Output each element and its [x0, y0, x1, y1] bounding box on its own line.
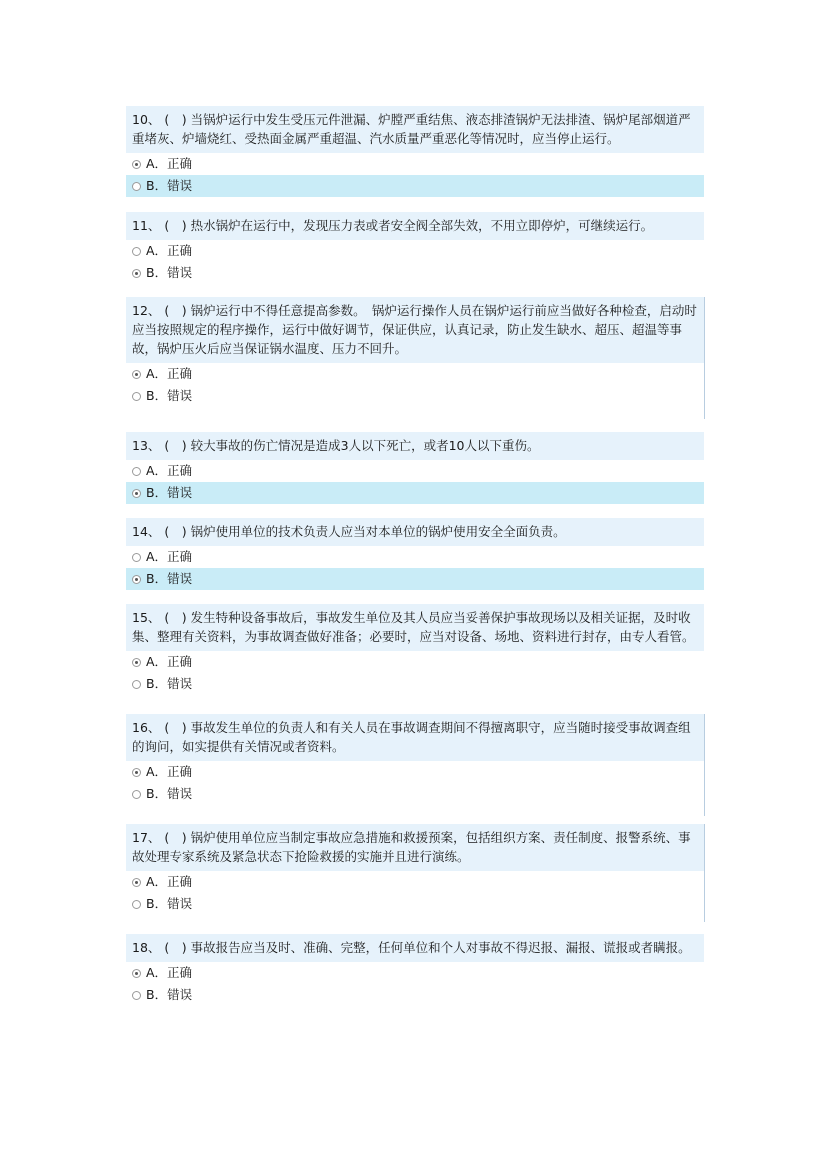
option-a-label: A．正确 [146, 243, 193, 258]
question-stem [126, 714, 704, 761]
option-b-label: B．错误 [146, 388, 193, 403]
radio-selected-icon[interactable] [132, 575, 141, 584]
question-number: 16、 [132, 720, 161, 735]
answer-paren: ( ) [164, 524, 187, 539]
option-b[interactable] [126, 262, 704, 284]
question-text: 事故报告应当及时、准确、完整，任何单位和个人对事故不得迟报、漏报、谎报或者瞒报。 [190, 940, 691, 955]
question-text: 当锅炉运行中发生受压元件泄漏、炉膛严重结焦、液态排渣锅炉无法排渣、锅炉尾部烟道严重堵灰、炉墙烧红、受热面金属严重超温、汽水质量严重恶化等情况时，应当停止运行。 [132, 112, 691, 146]
question-number: 14、 [132, 524, 161, 539]
question-stem [126, 934, 704, 962]
option-a[interactable] [126, 546, 704, 568]
question-text: 较大事故的伤亡情况是造成3人以下死亡，或者10人以下重伤。 [190, 438, 540, 453]
question-stem [126, 106, 704, 153]
radio-selected-icon[interactable] [132, 969, 141, 978]
question-stem [126, 824, 704, 871]
option-b-label: B．错误 [146, 676, 193, 691]
question-number: 10、 [132, 112, 161, 127]
option-a[interactable] [126, 871, 704, 893]
option-a[interactable] [126, 363, 704, 385]
option-a-label: A．正确 [146, 764, 193, 779]
radio-icon[interactable] [132, 553, 141, 562]
radio-icon[interactable] [132, 182, 141, 191]
option-a[interactable] [126, 240, 704, 262]
question-14 [126, 518, 704, 590]
option-b[interactable] [126, 893, 704, 915]
radio-icon[interactable] [132, 247, 141, 256]
option-a[interactable] [126, 651, 704, 673]
option-a-label: A．正确 [146, 463, 193, 478]
question-text: 锅炉使用单位应当制定事故应急措施和救援预案，包括组织方案、责任制度、报警系统、事故处理专家系统及紧急状态下抢险救援的实施并且进行演练。 [132, 830, 691, 864]
question-number: 12、 [132, 303, 161, 318]
answer-paren: ( ) [164, 720, 187, 735]
question-text: 热水锅炉在运行中，发现压力表或者安全阀全部失效，不用立即停炉，可继续运行。 [190, 218, 654, 233]
option-b[interactable] [126, 783, 704, 805]
option-a-label: A．正确 [146, 366, 193, 381]
option-a-label: A．正确 [146, 156, 193, 171]
option-b-label: B．错误 [146, 987, 193, 1002]
option-b[interactable] [126, 673, 704, 695]
option-a-label: A．正确 [146, 549, 193, 564]
radio-icon[interactable] [132, 790, 141, 799]
radio-icon[interactable] [132, 680, 141, 689]
answer-paren: ( ) [164, 940, 187, 955]
option-b[interactable] [126, 482, 704, 504]
option-a-label: A．正确 [146, 654, 193, 669]
option-a-label: A．正确 [146, 874, 193, 889]
radio-icon[interactable] [132, 467, 141, 476]
option-a[interactable] [126, 761, 704, 783]
question-text: 锅炉运行中不得任意提高参数。 锅炉运行操作人员在锅炉运行前应当做好各种检查，启动时应当按照规定的程序操作，运行中做好调节，保证供应，认真记录，防止发生缺水、超压、超温等事故，锅炉压火后应当保证锅水温度、压力不回升。 [132, 303, 697, 356]
question-number: 18、 [132, 940, 161, 955]
option-a[interactable] [126, 962, 704, 984]
option-b-label: B．错误 [146, 485, 193, 500]
question-17 [126, 824, 705, 922]
option-a-label: A．正确 [146, 965, 193, 980]
answer-paren: ( ) [164, 112, 187, 127]
question-stem [126, 297, 704, 363]
question-13 [126, 432, 704, 504]
answer-paren: ( ) [164, 438, 187, 453]
radio-selected-icon[interactable] [132, 160, 141, 169]
option-b-label: B．错误 [146, 786, 193, 801]
question-text: 发生特种设备事故后，事故发生单位及其人员应当妥善保护事故现场以及相关证据，及时收集、整理有关资料，为事故调查做好准备；必要时，应当对设备、场地、资料进行封存，由专人看管。 [132, 610, 695, 644]
question-number: 15、 [132, 610, 161, 625]
option-b[interactable] [126, 385, 704, 407]
answer-paren: ( ) [164, 610, 187, 625]
question-10 [126, 106, 704, 197]
answer-paren: ( ) [164, 830, 187, 845]
radio-selected-icon[interactable] [132, 370, 141, 379]
question-number: 17、 [132, 830, 161, 845]
option-a[interactable] [126, 460, 704, 482]
radio-icon[interactable] [132, 991, 141, 1000]
question-stem [126, 518, 704, 546]
option-a[interactable] [126, 153, 704, 175]
option-b-label: B．错误 [146, 896, 193, 911]
question-text: 锅炉使用单位的技术负责人应当对本单位的锅炉使用安全全面负责。 [190, 524, 566, 539]
radio-selected-icon[interactable] [132, 658, 141, 667]
option-b[interactable] [126, 984, 704, 1006]
question-stem [126, 212, 704, 240]
question-18 [126, 934, 704, 1006]
question-number: 13、 [132, 438, 161, 453]
option-b-label: B．错误 [146, 265, 193, 280]
question-11 [126, 212, 704, 284]
question-15 [126, 604, 704, 695]
answer-paren: ( ) [164, 218, 187, 233]
question-12 [126, 297, 705, 419]
question-text: 事故发生单位的负责人和有关人员在事故调查期间不得擅离职守，应当随时接受事故调查组的询问，如实提供有关情况或者资料。 [132, 720, 691, 754]
radio-icon[interactable] [132, 900, 141, 909]
question-stem [126, 604, 704, 651]
radio-selected-icon[interactable] [132, 878, 141, 887]
question-stem [126, 432, 704, 460]
radio-selected-icon[interactable] [132, 269, 141, 278]
option-b[interactable] [126, 175, 704, 197]
option-b-label: B．错误 [146, 571, 193, 586]
question-number: 11、 [132, 218, 161, 233]
question-16 [126, 714, 705, 816]
answer-paren: ( ) [164, 303, 187, 318]
radio-selected-icon[interactable] [132, 489, 141, 498]
radio-selected-icon[interactable] [132, 768, 141, 777]
option-b[interactable] [126, 568, 704, 590]
radio-icon[interactable] [132, 392, 141, 401]
option-b-label: B．错误 [146, 178, 193, 193]
